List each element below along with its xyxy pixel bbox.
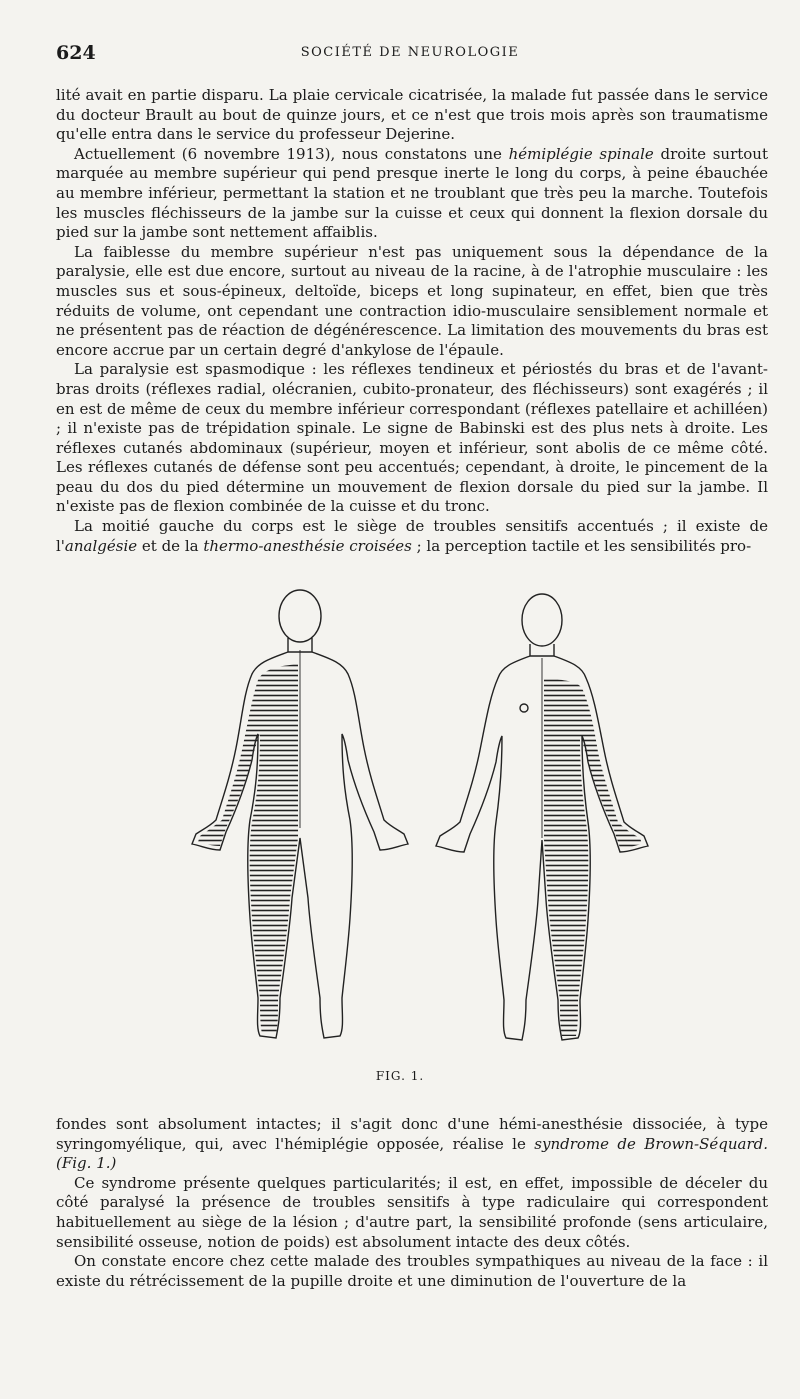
paragraph: lité avait en partie disparu. La plaie cervicale cicatrisée, la malade fut passée dans le service du docteur Brault au bout de quinze jours, et ce n'est que trois mois après son traumatisme qu'elle entra dans le service du professeur Dejerine. <box>56 86 768 144</box>
body-text-top <box>56 86 768 556</box>
paragraph: On constate encore chez cette malade des troubles sympathiques au niveau de la face : il existe du rétrécissement de la pupille droite et une diminution de l'ouverture de la <box>56 1252 768 1290</box>
front-hatched-area <box>544 678 642 1036</box>
paragraph: Ce syndrome présente quelques particularités; il est, en effet, impossible de déceler du côté paralysé la présence de troubles sensitifs à type radiculaire qui correspondent habituellement au siège de la lésion ; d'autre part, la sensibilité profonde (sens articulaire, sensibilité osseuse, notion de poids) est absolument intacte des deux côtés. <box>56 1173 768 1251</box>
paragraph: fondes sont absolument intactes; il s'agit donc d'une hémi-anesthésie dissociée, à type syringomyélique, qui, avec l'hémiplégie opposée, réalise le syndrome de Brown-Séquard. (Fig. 1.) <box>56 1115 768 1173</box>
page-header <box>56 42 764 66</box>
body-text-bottom <box>56 1115 768 1291</box>
paragraph: La moitié gauche du corps est le siège de troubles sensitifs accentués ; il existe de l'analgésie et de la thermo-anesthésie croisées ; la perception tactile et les sensibilités pro- <box>56 517 768 555</box>
paragraph: La faiblesse du membre supérieur n'est pas uniquement sous la dépendance de la paralysie, elle est due encore, surtout au niveau de la racine, à de l'atrophie musculaire : les muscles sus et sous-épineux, deltoïde, biceps et long supinateur, en effet, bien que très réduits de volume, ont cependant une contraction idio-musculaire sensiblement normale et ne présentent pas de réaction de dégénérescence. La limitation des mouvements du bras est encore accrue par un certain degré d'ankylose de l'épaule. <box>56 242 768 359</box>
page-number: 624 <box>56 42 96 64</box>
paragraph: Actuellement (6 novembre 1913), nous constatons une hémiplégie spinale droite surtout marquée au membre supérieur qui pend presque inerte le long du corps, à peine ébauchée au membre inférieur, permettant la station et ne troublant que très peu la marche. Toutefois les muscles fléchisseurs de la jambe sur la cuisse et ceux qui donnent la flexion dorsale du pied sur la jambe sont nettement affaiblis. <box>56 144 768 242</box>
running-title: SOCIÉTÉ DE NEUROLOGIE <box>300 45 520 60</box>
figure-caption: FIG. 1. <box>375 1069 425 1083</box>
body-sensory-diagram <box>180 588 650 1063</box>
paragraph: La paralysie est spasmodique : les réflexes tendineux et périostés du bras et de l'avant-bras droits (réflexes radial, olécranien, cubito-pronateur, des fléchisseurs) sont exagérés ; il en est de même de ceux du membre inférieur correspondant (réflexes patellaire et achilléen) ; il n'existe pas de trépidation spinale. Le signe de Babinski est des plus nets à droite. Les réflexes cutanés abdominaux (supérieur, moyen et inférieur, sont abolis de ce même côté. Les réflexes cutanés de défense sont peu accentués; cependant, à droite, le pincement de la peau du dos du pied détermine un mouvement de flexion dorsale du pied sur la jambe. Il n'existe pas de flexion combinée de la cuisse et du tronc. <box>56 360 768 516</box>
